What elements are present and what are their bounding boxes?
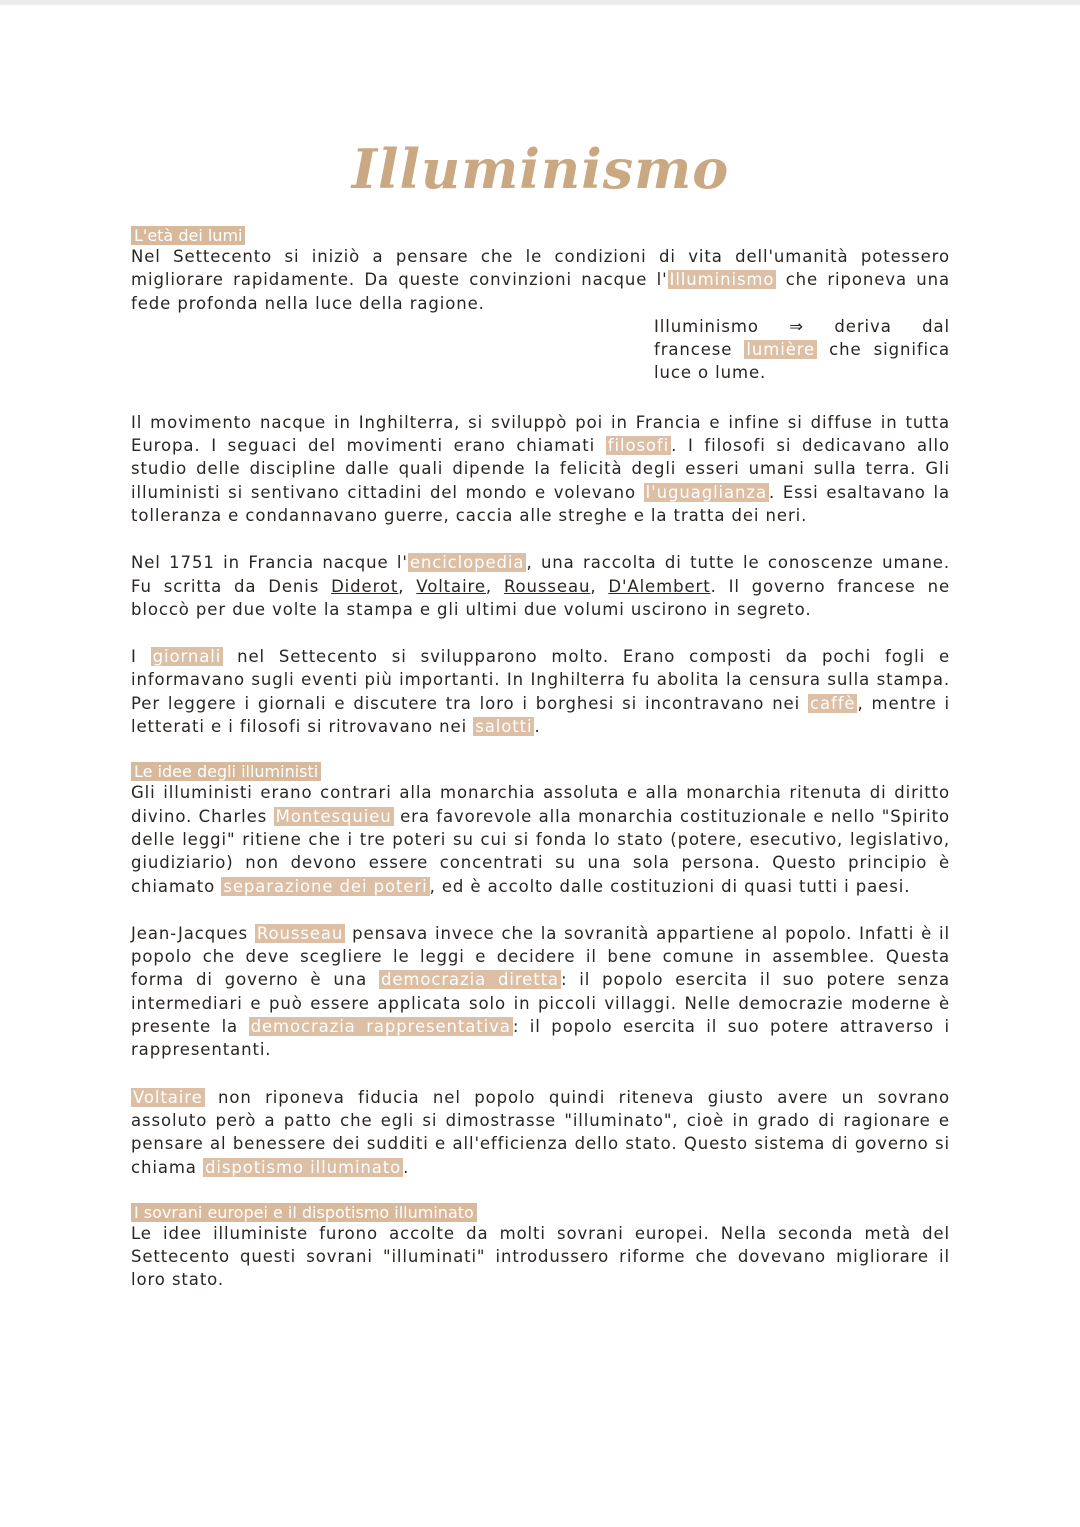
text-run: non riponeva fiducia nel popolo quindi riteneva giusto avere un sovrano assoluto però a patto che egli si dimostrasse "illuminato", cioè in grado di ragionare e pensare al benessere dei sudditi e all'efficienza dello stato. Questo sistema di governo si chiama	[131, 1087, 950, 1177]
paragraph-montesquieu	[131, 781, 950, 897]
text-run: I	[131, 647, 151, 667]
text-run: Jean-Jacques	[131, 923, 255, 943]
highlight-rousseau: Rousseau	[256, 923, 344, 943]
name-diderot: Diderot	[331, 576, 399, 596]
paragraph-sovrani	[131, 1222, 950, 1292]
paragraph-movement	[131, 411, 950, 527]
paragraph-intro	[131, 245, 950, 315]
spacer	[131, 898, 950, 922]
text-run: . I filosofi si dedicavano allo studio delle discipline dalle quali dipende la felicità degli esseri umani sulla terra. Gli illuministi si sentivano cittadini del mondo e volevano	[131, 436, 950, 502]
highlight-enciclopedia: enciclopedia	[409, 553, 525, 573]
highlight-democrazia-rappresentativa: democrazia rappresentativa	[250, 1017, 511, 1037]
text-run: . Essi esaltavano la tolleranza e condannavano guerre, caccia alle streghe e la tratta dei neri.	[131, 482, 950, 525]
section-heading-sovrani: I sovrani europei e il dispotismo illuminato	[131, 1203, 477, 1222]
highlight-salotti: salotti	[475, 717, 533, 737]
name-rousseau: Rousseau	[503, 576, 591, 596]
text-run: che significa luce o lume.	[654, 340, 950, 383]
highlight-democrazia-diretta: democrazia diretta	[380, 970, 559, 990]
highlight-uguaglianza: l'uguaglianza	[645, 482, 767, 502]
section-heading-eta-lumi: L'età dei lumi	[131, 226, 245, 245]
highlight-montesquieu: Montesquieu	[275, 806, 392, 826]
text-run: ,	[485, 576, 504, 596]
text-run: : il popolo esercita il suo potere attraverso i rappresentanti.	[131, 1017, 951, 1060]
text-run: : il popolo esercita il suo potere senza intermediari e può essere applicata solo in piccoli villaggi. Nelle democrazie moderne è presente la	[131, 970, 950, 1037]
spacer	[131, 621, 950, 645]
spacer	[131, 1179, 950, 1203]
section-heading-idee: Le idee degli illuministi	[131, 762, 321, 781]
text-run: nel Settecento si svilupparono molto. Erano composti da pochi fogli e informavano sugli eventi più importanti. In Inghilterra fu abolita la censura sulla stampa. Per leggere i giornali e discutere tra loro i borghesi si incontravano nei	[131, 647, 950, 713]
paragraph-rousseau	[131, 922, 950, 1062]
highlight-separazione-poteri: separazione dei poteri	[223, 876, 428, 896]
text-run: pensava invece che la sovranità appartiene al popolo. Infatti è il popolo che deve scegliere le leggi e decidere il bene comune in assemblee. Questa forma di governo è una	[131, 923, 950, 990]
text-run: Nel Settecento si iniziò a pensare che le condizioni di vita dell'umanità potessero migliorare rapidamente. Da queste convinzioni nacque l'	[131, 247, 950, 290]
text-run: ,	[590, 576, 609, 596]
text-run: ,	[398, 576, 417, 596]
highlight-filosofi: filosofi	[607, 436, 670, 456]
text-run: Gli illuministi erano contrari alla monarchia assoluta e alla monarchia ritenuta di diritto divino. Charles	[131, 783, 950, 826]
highlight-illuminismo: Illuminismo	[669, 270, 775, 290]
text-run: Nel 1751 in Francia nacque l'	[131, 553, 408, 573]
name-dalembert: D'Alembert	[608, 576, 711, 596]
text-run: .	[534, 717, 541, 737]
text-run: che riponeva una fede profonda nella luce della ragione.	[131, 270, 950, 313]
top-border	[0, 0, 1080, 5]
highlight-giornali: giornali	[152, 647, 222, 667]
text-run: , mentre i letterati e i filosofi si ritrovavano nei	[131, 693, 951, 737]
text-run: Illuminismo ⇒ deriva dal francese	[654, 316, 950, 360]
text-run: Il movimento nacque in Inghilterra, si sviluppò poi in Francia e infine si diffuse in tutta Europa. I seguaci del movimenti erano chiamati	[131, 412, 950, 456]
page-title: Illuminismo	[351, 137, 730, 201]
text-run: , una raccolta di tutte le conoscenze umane. Fu scritta da Denis	[131, 553, 950, 596]
paragraph-voltaire	[131, 1086, 950, 1179]
spacer	[131, 1062, 950, 1086]
paragraph-enciclopedia	[131, 551, 950, 621]
text-run: Le idee illuministe furono accolte da molti sovrani europei. Nella seconda metà del Settecento questi sovrani "illuminati" introdussero riforme che dovevano migliorare il loro stato.	[131, 1223, 950, 1290]
paragraph-giornali	[131, 645, 950, 738]
text-run: era favorevole alla monarchia costituzionale e nello "Spirito delle leggi" ritiene che i tre poteri su cui si fonda lo stato (potere, esecutivo, legislativo, giudiziario) non devono essere concentrati su una sola persona. Questo principio è chiamato	[131, 806, 950, 896]
highlight-caffe: caffè	[810, 693, 856, 713]
highlight-voltaire: Voltaire	[133, 1087, 203, 1107]
spacer	[131, 527, 950, 551]
highlight-dispotismo-illuminato: dispotismo illuminato	[204, 1157, 402, 1177]
spacer	[131, 385, 950, 411]
document-page	[131, 128, 950, 1292]
text-run: . Il governo francese ne bloccò per due volte la stampa e gli ultimi due volumi uscirono in segreto.	[131, 576, 950, 619]
side-note-etymology	[654, 315, 950, 385]
text-run: .	[403, 1157, 410, 1177]
spacer	[131, 738, 950, 762]
highlight-lumiere: lumière	[746, 340, 816, 360]
name-voltaire: Voltaire	[416, 576, 486, 596]
text-run: , ed è accolto dalle costituzioni di quasi tutti i paesi.	[429, 876, 911, 896]
